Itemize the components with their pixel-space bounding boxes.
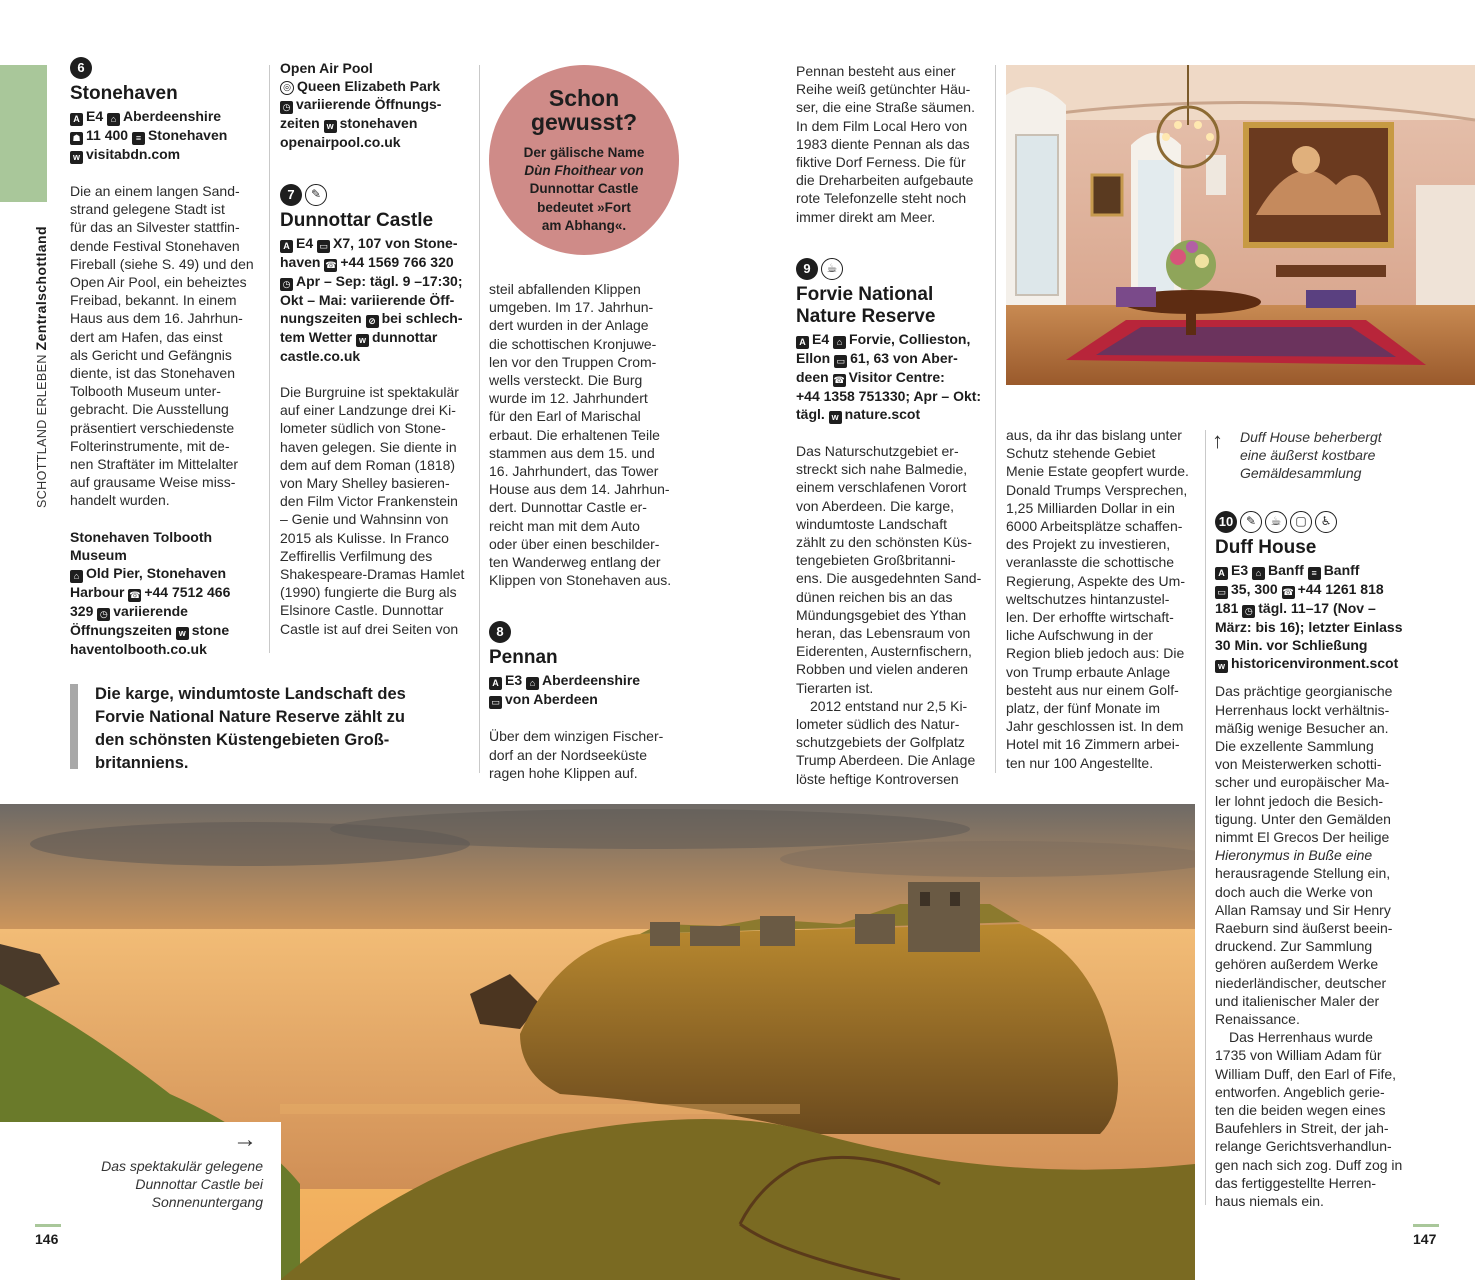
website-link[interactable]: nature.scot bbox=[844, 406, 921, 423]
website-link[interactable]: openairpool.co.uk bbox=[280, 134, 401, 151]
body-line: dert am Hafen, das einst bbox=[70, 328, 223, 345]
dunnottar-section bbox=[280, 59, 472, 638]
entry-number: 6 bbox=[70, 57, 92, 79]
body-line: 2012 entstand nur 2,5 Ki- bbox=[810, 697, 968, 714]
phone-icon: ☎ bbox=[833, 374, 845, 385]
body-line: len vor den Truppen Crom- bbox=[489, 353, 657, 370]
body-line: steil abfallenden Klippen bbox=[489, 281, 641, 297]
entry-number: 9 bbox=[796, 258, 818, 280]
body-line: doch auch die Werke von bbox=[1215, 883, 1373, 900]
entry-title: Dunnottar Castle bbox=[280, 209, 434, 231]
body-line: gebracht. Die Ausstellung bbox=[70, 401, 229, 418]
body-line: dert wurden in der Anlage bbox=[489, 317, 649, 334]
body-line: lometer südlich von Stone- bbox=[280, 420, 446, 437]
body-line: relange Gerichtsverhandlun- bbox=[1215, 1138, 1392, 1155]
phone-icon: ☎ bbox=[1282, 587, 1294, 597]
body-line: wells versteckt. Die Burg bbox=[489, 372, 643, 389]
map-icon: A bbox=[489, 677, 502, 690]
section-color-tab bbox=[0, 65, 47, 202]
body-line: nimmt El Grecos Der heilige bbox=[1215, 829, 1390, 846]
entry-facts: A E4 ▭ X7, 107 von Stone- haven ☎ +44 1569 766 320 ◷ Apr – Sep: tägl. 9 –17:30; Okt – Mai: variierende Öff- nungszeiten ⊘ bei schlech- tem Wetter w dunnottar castle.co.uk bbox=[280, 234, 463, 364]
entry-title: Nature Reserve bbox=[796, 305, 936, 327]
body-line: ens. Die ausgedehnten Sand- bbox=[796, 570, 982, 587]
body-line: Mündungsgebiet des Ythan bbox=[796, 606, 967, 623]
box-title: Schon bbox=[548, 85, 620, 111]
body-line: das fertiggestellte Herren- bbox=[1215, 1174, 1377, 1191]
forvie-section bbox=[796, 62, 988, 788]
body-line: Donald Trumps Versprechen, bbox=[1006, 481, 1188, 498]
entry-number: 8 bbox=[489, 621, 511, 643]
body-line: stammen aus dem 15. und bbox=[489, 444, 655, 461]
body-line: dende Festival Stonehaven bbox=[70, 237, 240, 254]
body-line: oder über einen beschilder- bbox=[489, 535, 660, 552]
map-icon: A bbox=[280, 240, 293, 253]
body-line: Das Herrenhaus wurde bbox=[1229, 1029, 1373, 1046]
body-line: Tierarten ist. bbox=[796, 679, 874, 696]
body-line: Menie Estate geopfert wurde. bbox=[1006, 463, 1189, 480]
map-icon: A bbox=[70, 113, 83, 126]
column-divider bbox=[995, 65, 996, 773]
train-icon: ≡ bbox=[1308, 567, 1321, 580]
forvie-continued bbox=[1006, 426, 1198, 772]
location-icon: ⌂ bbox=[526, 677, 539, 690]
entry-number: 10 bbox=[1215, 511, 1237, 533]
body-line: von Trump erbaute Anlage bbox=[1006, 663, 1171, 680]
body-line: reicht man mit dem Auto bbox=[489, 517, 640, 534]
pennan-section bbox=[489, 280, 684, 782]
body-line: Region blieb jedoch aus: Die bbox=[1006, 645, 1185, 662]
body-line: von Aberdeen. Die karge, bbox=[796, 497, 954, 514]
body-line: von Mary Shelley basieren- bbox=[280, 475, 450, 492]
cafe-icon: ☕ bbox=[1265, 511, 1287, 533]
body-line: die Dreharbeiten aufgebaute bbox=[796, 172, 974, 189]
body-line: tengebieten Großbritanni- bbox=[796, 552, 956, 569]
box-line: Dùn Fhoithear von bbox=[524, 163, 644, 179]
body-line: Robben und vielen anderen bbox=[796, 661, 969, 678]
web-icon: w bbox=[356, 334, 369, 347]
body-line: ragen hohe Klippen auf. bbox=[489, 764, 638, 781]
location-icon: ⌂ bbox=[833, 336, 846, 349]
duff-house-section bbox=[1215, 511, 1410, 1210]
body-line: Trump Aberdeen. Die Anlage bbox=[796, 752, 976, 769]
arrow-up-icon: ↑ bbox=[1212, 428, 1223, 453]
castle-photo-caption: Das spektakulär gelegene Dunnottar Castle bei Sonnenuntergang bbox=[101, 1158, 263, 1211]
website-link[interactable]: stonehaven bbox=[339, 115, 418, 132]
body-line: und italienischer Maler der bbox=[1215, 992, 1380, 1009]
body-line: lometer südlich des Natur- bbox=[796, 716, 960, 733]
body-line: erbaut. Die erhaltenen Teile bbox=[489, 426, 660, 443]
subentry-title: Open Air Pool bbox=[280, 60, 373, 76]
body-line: Hieronymus in Buße eine bbox=[1215, 847, 1373, 864]
body-line: mäßig wenige Besucher an. bbox=[1215, 719, 1389, 736]
body-line: Klippen von Stonehaven aus. bbox=[489, 572, 672, 589]
body-line: Haus aus dem 16. Jahrhun- bbox=[70, 310, 243, 327]
entry-number: 7 bbox=[280, 184, 302, 206]
body-line: haven gelegen. Sie diente in bbox=[280, 438, 457, 455]
bus-icon: ▭ bbox=[834, 355, 847, 368]
bus-icon: ▭ bbox=[1215, 586, 1228, 599]
body-line: präsentiert verschiedenste bbox=[70, 419, 235, 436]
body-line: liche Aufschwung in der bbox=[1006, 627, 1154, 644]
entry-facts: A E3 ⌂ Banff ≡ Banff ▭ 35, 300 ☎ +44 1261 818 181 ◷ tägl. 11–17 (Nov – März: bis 16); letzter Einlass 30 Min. vor Schließung w historicenvironment.scot bbox=[1215, 562, 1403, 672]
body-line: nen Straftäter im Mittelalter bbox=[70, 456, 239, 473]
wheelchair-icon: ♿ bbox=[1315, 511, 1337, 533]
web-icon: w bbox=[829, 411, 842, 424]
body-line: 2015 als Kulisse. In Franco bbox=[280, 529, 449, 546]
map-icon: A bbox=[1215, 567, 1228, 580]
body-line: Renaissance. bbox=[1215, 1011, 1300, 1028]
body-line: weltschutzes hintanzustel- bbox=[1006, 590, 1170, 607]
body-line: zählt zu den schönsten Küs- bbox=[796, 534, 972, 551]
entry-title: Forvie National bbox=[796, 283, 934, 305]
box-line: bedeutet »Fort bbox=[537, 199, 631, 215]
body-line: (1990) fungierte die Burg als bbox=[280, 584, 457, 601]
body-line: tigung. Unter den Gemälden bbox=[1215, 810, 1391, 827]
stonehaven-section bbox=[70, 57, 260, 658]
box-line: Der gälische Name bbox=[523, 145, 645, 160]
body-line: handelt wurden. bbox=[70, 492, 170, 509]
column-divider bbox=[479, 65, 480, 773]
entry-title: Pennan bbox=[489, 647, 558, 669]
body-line: entworfen. Angeblich gerie- bbox=[1215, 1083, 1385, 1100]
body-line: 1,25 Milliarden Dollar in ein bbox=[1006, 499, 1175, 516]
entry-facts: A E3 ⌂ Aberdeenshire ▭ von Aberdeen bbox=[489, 671, 684, 709]
body-line: dert. Dunnottar Castle er- bbox=[489, 499, 647, 516]
section-label: SCHOTTLAND ERLEBEN bbox=[35, 354, 49, 508]
bus-icon: ▭ bbox=[489, 696, 502, 709]
body-line: den Film Victor Frankenstein bbox=[280, 493, 458, 510]
box-line: am Abhang«. bbox=[541, 217, 627, 233]
body-line: Herrenhaus lockt verhältnis- bbox=[1215, 701, 1390, 718]
body-line: löste heftige Kontroversen bbox=[796, 770, 959, 787]
body-line: Jahr geschlossen ist. In dem bbox=[1006, 718, 1184, 735]
body-line: aus, da ihr das bislang unter bbox=[1006, 427, 1182, 443]
body-line: umgeben. Im 17. Jahrhun- bbox=[489, 299, 654, 316]
body-line: Tolbooth Museum unter- bbox=[70, 383, 221, 400]
body-line: Zeffirellis Verfilmung des bbox=[280, 547, 433, 564]
column-divider bbox=[269, 65, 270, 653]
body-line: dorf an der Nordseeküste bbox=[489, 746, 647, 763]
body-line: rote Telefonzelle steht noch bbox=[796, 190, 967, 207]
body-line: Das Naturschutzgebiet er- bbox=[796, 443, 959, 460]
page-number-rule bbox=[35, 1224, 61, 1227]
page-number-right: 147 bbox=[1413, 1231, 1437, 1247]
body-line: auf einer Landzunge drei Ki- bbox=[280, 402, 456, 419]
entry-facts: A E4 ⌂ Aberdeenshire ☗ 11 400 ≡ Stonehaven w visitabdn.com bbox=[70, 107, 260, 164]
body-line: Über dem winzigen Fischer- bbox=[489, 728, 664, 745]
cafe-icon: ☕ bbox=[821, 258, 843, 280]
website-link[interactable]: castle.co.uk bbox=[280, 347, 361, 364]
hall-photo-caption: Duff House beherbergt eine äußerst kostbare Gemäldesammlung bbox=[1240, 429, 1382, 482]
body-line: Fireball (siehe S. 49) und den bbox=[70, 255, 254, 272]
body-line: Raeburn sind äußerst beein- bbox=[1215, 920, 1393, 937]
body-line: Die exzellente Sammlung bbox=[1215, 738, 1374, 755]
pool-icon: ◎ bbox=[280, 81, 294, 95]
body-line: heran, das Lebensraum von bbox=[796, 625, 971, 642]
location-icon: ⌂ bbox=[107, 113, 120, 126]
body-line: len. Der erhoffte wirtschaft- bbox=[1006, 609, 1174, 626]
body-line: – Genie und Wahnsinn von bbox=[280, 511, 449, 528]
subentry-title: Stonehaven Tolbooth bbox=[70, 528, 213, 545]
body-line: House aus dem 14. Jahrhun- bbox=[489, 481, 670, 498]
body-line: streckt sich nahe Balmedie, bbox=[796, 461, 968, 478]
body-line: Folterinstrumente, mit de- bbox=[70, 437, 230, 454]
web-icon: w bbox=[176, 627, 189, 640]
body-line: Freibad, bekannt. In einem bbox=[70, 292, 237, 309]
body-line: ten Wanderweg entlang der bbox=[489, 554, 661, 571]
body-line: für den Earl of Marischal bbox=[489, 408, 641, 425]
body-line: besteht aus nur einem Golf- bbox=[1006, 681, 1179, 698]
body-line: William Duff, den Earl of Fife, bbox=[1215, 1065, 1397, 1082]
body-line: schutzgebiets der Golfplatz bbox=[796, 734, 965, 751]
body-line: Castle ist auf drei Seiten von bbox=[280, 620, 459, 637]
body-line: ser, die eine Straße säumen. bbox=[796, 99, 975, 116]
pull-quote: Die karge, windumtoste Landschaft des Forvie National Nature Reserve zählt zu den schönsten Küstengebieten Groß-britanniens. bbox=[95, 685, 406, 772]
duff-house-interior-photo bbox=[1006, 65, 1475, 385]
body-line: dünen reichen bis an das bbox=[796, 588, 953, 605]
body-line: Pennan besteht aus einer bbox=[796, 63, 956, 79]
body-line: Baufehlers in Streit, der jah- bbox=[1215, 1120, 1389, 1137]
bus-icon: ▭ bbox=[317, 240, 330, 253]
body-line: Reihe weiß getünchter Häu- bbox=[796, 81, 971, 98]
body-line: strand gelegene Stadt ist bbox=[70, 201, 225, 218]
phone-icon: ☎ bbox=[325, 259, 337, 270]
body-line: ler lohnt jedoch die Besich- bbox=[1215, 792, 1384, 809]
location-icon: ⌂ bbox=[1252, 567, 1265, 580]
body-line: windumtoste Landschaft bbox=[796, 515, 947, 532]
web-icon: w bbox=[70, 151, 83, 164]
body-line: die schottischen Kronjuwe- bbox=[489, 335, 657, 352]
body-line: wurde im 12. Jahrhundert bbox=[489, 390, 648, 407]
body-line: 1983 diente Pennan als das bbox=[796, 135, 970, 152]
body-line: Die an einem langen Sand- bbox=[70, 183, 240, 199]
entry-title: Duff House bbox=[1215, 537, 1317, 558]
body-line: Die Burgruine ist spektakulär bbox=[280, 384, 459, 401]
location-icon: ⌂ bbox=[70, 570, 83, 583]
website-link[interactable]: historicenvironment.scot bbox=[1231, 655, 1399, 672]
body-line: einem verschlafenen Vorort bbox=[796, 479, 967, 496]
body-line: Eiderenten, Austernfischern, bbox=[796, 643, 972, 660]
population-icon: ☗ bbox=[70, 132, 83, 145]
body-line: Shakespeare-Dramas Hamlet bbox=[280, 566, 465, 583]
subentry-title: Museum bbox=[70, 546, 127, 563]
body-line: scher und europäischer Ma- bbox=[1215, 774, 1390, 791]
website-link[interactable]: haventolbooth.co.uk bbox=[70, 641, 207, 658]
website-link[interactable]: stone bbox=[191, 622, 230, 639]
region-label: Zentralschottland bbox=[33, 226, 49, 351]
body-line: In dem Film Local Hero von bbox=[796, 117, 968, 134]
did-you-know-box bbox=[489, 65, 679, 255]
body-line: immer direkt am Meer. bbox=[796, 208, 936, 225]
ticket-icon: ✎ bbox=[305, 184, 327, 206]
ticket-icon: ✎ bbox=[1240, 511, 1262, 533]
subentry-facts: ⌂ Old Pier, Stonehaven Harbour ☎ +44 7512 466 329 ◷ variierende Öffnungszeiten w stone haventolbooth.co.uk bbox=[70, 565, 231, 658]
body-line: Regierung, Aspekte des Um- bbox=[1006, 572, 1185, 589]
website-link[interactable]: dunnottar bbox=[371, 328, 438, 345]
body-line: veranlasste die schottische bbox=[1006, 554, 1175, 571]
map-icon: A bbox=[796, 336, 809, 349]
body-line: diente, ist das Stonehaven bbox=[70, 365, 236, 382]
body-line: gehören außerdem Werke bbox=[1215, 956, 1379, 973]
body-line: herausragende Stellung ein, bbox=[1215, 865, 1391, 882]
body-line: des Projekt zu investieren, bbox=[1006, 536, 1171, 553]
body-line: niederländischer, deutscher bbox=[1215, 974, 1387, 991]
body-line: Open Air Pool, ein beheiztes bbox=[70, 274, 247, 291]
box-line: Dunnottar Castle bbox=[529, 181, 639, 197]
train-icon: ≡ bbox=[132, 132, 145, 145]
body-line: 1735 von William Adam für bbox=[1215, 1047, 1382, 1064]
web-icon: w bbox=[324, 120, 337, 133]
entry-facts: A E4 ⌂ Forvie, Collieston, Ellon ▭ 61, 63 von Aber- deen ☎ Visitor Centre: +44 1358 751330; Apr – Okt: tägl. w nature.scot bbox=[796, 330, 982, 423]
body-line: Das prächtige georgianische bbox=[1215, 683, 1393, 700]
body-line: druckend. Zur Sammlung bbox=[1215, 938, 1373, 955]
arrow-right-icon: → bbox=[233, 1126, 257, 1153]
body-line: als Gericht und Gefängnis bbox=[70, 346, 232, 363]
body-line: 6000 Arbeitsplätze schaffen- bbox=[1006, 518, 1183, 535]
body-line: Elsinore Castle. Dunnottar bbox=[280, 602, 444, 619]
clock-icon: ◷ bbox=[1242, 605, 1255, 618]
box-title: gewusst? bbox=[530, 109, 638, 135]
body-line: 16. Jahrhundert, das Tower bbox=[489, 463, 659, 480]
body-line: gen nach sich zog. Duff zog in bbox=[1215, 1156, 1403, 1173]
web-icon: w bbox=[1215, 660, 1228, 673]
body-line: auf grausame Weise miss- bbox=[70, 474, 236, 491]
running-head bbox=[33, 226, 49, 508]
clock-icon: ◷ bbox=[280, 278, 293, 291]
body-line: ten nur 100 Angestellte. bbox=[1006, 754, 1154, 771]
column-divider bbox=[1205, 430, 1206, 1205]
shop-icon: ▢ bbox=[1290, 511, 1312, 533]
entry-title: Stonehaven bbox=[70, 83, 178, 104]
website-link[interactable]: visitabdn.com bbox=[86, 146, 181, 162]
closed-icon: ⊘ bbox=[366, 315, 379, 328]
body-line: dem auf dem Roman (1818) bbox=[280, 456, 456, 473]
clock-icon: ◷ bbox=[280, 101, 293, 114]
quote-bar bbox=[70, 684, 78, 769]
body-line: Schutz stehende Gebiet bbox=[1006, 445, 1156, 462]
page-number-rule bbox=[1413, 1224, 1439, 1227]
body-line: haus niemals ein. bbox=[1215, 1193, 1324, 1210]
phone-icon: ☎ bbox=[129, 590, 141, 601]
body-line: Hotel mit 16 Zimmern arbei- bbox=[1006, 736, 1180, 753]
body-line: ten die beiden wegen eines bbox=[1215, 1102, 1386, 1119]
body-line: von Meisterwerken schotti- bbox=[1215, 756, 1382, 773]
pool-facts: ◎ Queen Elizabeth Park ◷ variierende Öffnungs- zeiten w stonehaven openairpool.co.uk bbox=[280, 78, 442, 151]
body-line: für das an Silvester stattfin- bbox=[70, 219, 240, 236]
page-number-left: 146 bbox=[35, 1231, 59, 1247]
clock-icon: ◷ bbox=[97, 608, 110, 621]
body-line: platz, der fünf Monate im bbox=[1006, 700, 1161, 717]
body-line: fiktive Dorf Ferness. Die für bbox=[796, 154, 966, 171]
body-line: Allan Ramsay und Sir Henry bbox=[1215, 901, 1391, 918]
